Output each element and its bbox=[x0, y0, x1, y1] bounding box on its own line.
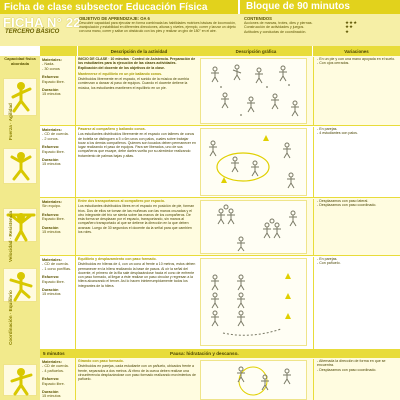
capacity-label: Fuerza · Agilidad bbox=[8, 103, 13, 140]
contents-item: Acciones de marcas, trotes, dies y piernas. bbox=[244, 21, 313, 25]
activity-row-4 bbox=[40, 256, 400, 350]
activity-heading: Equilibrio y desplazamiento con paso formado. bbox=[78, 257, 157, 261]
activity-row-2 bbox=[40, 126, 400, 198]
activity-row-5 bbox=[40, 358, 400, 400]
star-rating: ★★ bbox=[345, 24, 354, 30]
difficulty-stars bbox=[345, 21, 357, 34]
grade-label: TERCERO BÁSICO bbox=[5, 29, 60, 35]
figure-box bbox=[3, 364, 37, 396]
activity-row-3 bbox=[40, 198, 400, 256]
relay-cones-illustration bbox=[201, 259, 306, 345]
contents-title: CONTENIDOS bbox=[244, 16, 272, 21]
colhead-graphic: Descripción gráfica bbox=[200, 46, 312, 56]
pause-time: 5 minutos bbox=[43, 351, 65, 356]
variations-cell: - En parejas. - Con pañuelo. bbox=[313, 257, 399, 349]
spinner-figure-icon bbox=[4, 365, 38, 397]
activity-text: Los estudiantes distribuidos libres en el espacio en posición de pie, forman tríos. Dos de ellos se toman de las muñecas con las manos cruzadas y el otro integrante del trío se sienta sobre las manos de los compañeros. De esta forma se desplazan por el espacio, transportando, sin manos al compañero transportado al que se detiene la dirección en la que deben avanzar. Luego de 30 segundos el docente da la señal para que cambien los roles. bbox=[78, 204, 195, 234]
activity-description bbox=[78, 257, 196, 288]
header-info bbox=[0, 14, 400, 46]
activity-description bbox=[78, 127, 196, 158]
activity-text: Distribuidos en hileras de 4, con un cono al frente a 10 metros, estos deben permanecer en la hilera realizando la base de pasos. Al oír la señal del docente, el primero de la fila sale desplazándose hacia el cono de enfrente con paso formado, al llegar a éste realizar un paso circular y regresan a la hilera alcanzando el tercer. Así lo hacen ininterrumpidamente todos los integrantes de la hilera. bbox=[78, 262, 196, 288]
materials-cell: Materiales: - CD de cuerda. - 4 pañuelos. Esfuerzo: Espacio libre. Duración 15 minutos bbox=[40, 358, 76, 400]
pause-bar bbox=[40, 350, 400, 358]
title-bar bbox=[0, 0, 400, 14]
tag-game-illustration bbox=[201, 129, 306, 195]
materials-cell: Materiales: - Nada. - 30 conos Esfuerzo: Espacio libre. Duración 15 minutos bbox=[40, 56, 76, 125]
pause-label: Pausa: hidratación y descanso. bbox=[170, 351, 239, 356]
activity-heading: Entre dos transportamos al compañero por espacio. bbox=[78, 199, 165, 203]
activity-text: Distribuidos en parejas, cada estudiante con un pañuelo, ubicados frente a frente, separados a dos metros. Al ritmo de la cueca deben realizar una circunferencia desplazándose con paso formado realizando movimientos de pañuelo. bbox=[78, 364, 196, 381]
jumper-figure-icon bbox=[4, 149, 38, 185]
class-intro: INICIO DE CLASE · 10 minutos · Control de Asistencia. Preparación de los estudiantes para la ejecución de las clases actividades. Explicación del docente de los objetivos de la clase. bbox=[78, 57, 196, 70]
variations-cell: - Alternada la dirección de forma en que se encuentra. - Desplazamos con paso coordinado. bbox=[313, 359, 399, 400]
left-caption: Capacidad física abordada bbox=[4, 56, 36, 66]
activity-text: Los estudiantes distribuidos libremente en el espacio con talleres de conos de botella se distinguen a 5 o 6m unos con palos, cuales sobre trabajar tocar a los demás compañeros. Quienes son tocados deben permanecer en lugar realizando el paso de equipos. Para ser liberados, uno de sus compañeros que escape, debe darles vuelta por su alrededor realizando trotamiento de palmas bajas y altas. bbox=[78, 132, 196, 158]
activity-row-1 bbox=[40, 56, 400, 126]
pair-dance-illustration bbox=[201, 361, 306, 399]
activity-heading: Pasarse al compañero y bailando conos. bbox=[78, 127, 146, 131]
objective-text: Descubrir capacidad para ejecutar en forma combinada las habilidades motrices básicas de locomoción, manipulación y estabilidad en diferentes direcciones, alturas y niveles, ejemplo, correr y lanzar un objeto con una mano, correr y saltar un obstáculo con los pies y realizar un giro de 180° en el aire. bbox=[79, 21, 236, 34]
variations-cell: - Desplazamos con paso lateral. - Desplazamos con paso coordinado. bbox=[313, 199, 399, 255]
activity-heading: Mantenerse el equilibrio en un pie bailando conos. bbox=[78, 71, 163, 76]
dance-figures-illustration bbox=[201, 59, 306, 123]
activity-diagram bbox=[200, 58, 307, 124]
colhead-variations: Variaciones bbox=[313, 46, 400, 56]
ficha-number: FICHA N° 22 bbox=[3, 15, 81, 30]
colhead-blank bbox=[40, 46, 77, 56]
contents-item: Construcción de actividades y juegos. bbox=[244, 25, 305, 30]
materials-cell: Materiales: - CD de cuerda. - 2 conos. Esfuerzo: Espacio libre. Duración 15 minutos bbox=[40, 126, 76, 197]
activity-diagram bbox=[200, 128, 307, 196]
activity-description bbox=[78, 199, 196, 234]
activity-diagram bbox=[200, 360, 307, 400]
contents-list bbox=[244, 21, 344, 34]
variations-cell: - En parejas. - 4 estudiantes con palos. bbox=[313, 127, 399, 197]
activity-diagram bbox=[200, 200, 307, 254]
activity-heading: Girando con paso formado. bbox=[78, 359, 124, 363]
sheet-title: Ficha de clase subsector Educación Física bbox=[4, 1, 208, 13]
activity-diagram bbox=[200, 258, 307, 346]
colhead-description: Descripción de la actividad bbox=[78, 46, 200, 56]
activity-description bbox=[78, 57, 196, 90]
figure-box bbox=[3, 148, 37, 184]
capacity-label: Velocidad · Resistencia bbox=[8, 210, 13, 262]
materials-cell: Materiales: Sin equipo. Esfuerzo: Espacio libre. Duración 15 minutos bbox=[40, 198, 76, 255]
variations-cell: - En un pie y con una mano apoyada en el suelo. - Con ojos cerrados. bbox=[313, 57, 399, 125]
objective-title: OBJETIVO DE APRENDIZAJE: OA 6 bbox=[79, 16, 150, 21]
activity-description bbox=[78, 359, 196, 381]
activity-text: Distribuidos libremente en el espacio, el sonido de la música de cumbia comienzan a danzar al paso de equipos. Cuando el docente detiene la música, los estudiantes mantienen el equilibrio en un pie. bbox=[78, 77, 189, 90]
carry-partner-illustration bbox=[201, 201, 306, 253]
capacity-label: Coordinación · Equilibrio bbox=[8, 290, 13, 345]
contents-item: Actitudes y conductas de coordinación. bbox=[244, 29, 307, 34]
star-rating: ★ bbox=[345, 28, 350, 34]
block-title: Bloque de 90 minutos bbox=[238, 0, 350, 14]
materials-cell: Materiales: - CD de cuerda. - 1 cono por/filas. Esfuerzo: Espacio libre. Duración 15 minutos bbox=[40, 256, 76, 349]
star-rating: ★★★ bbox=[345, 20, 358, 25]
